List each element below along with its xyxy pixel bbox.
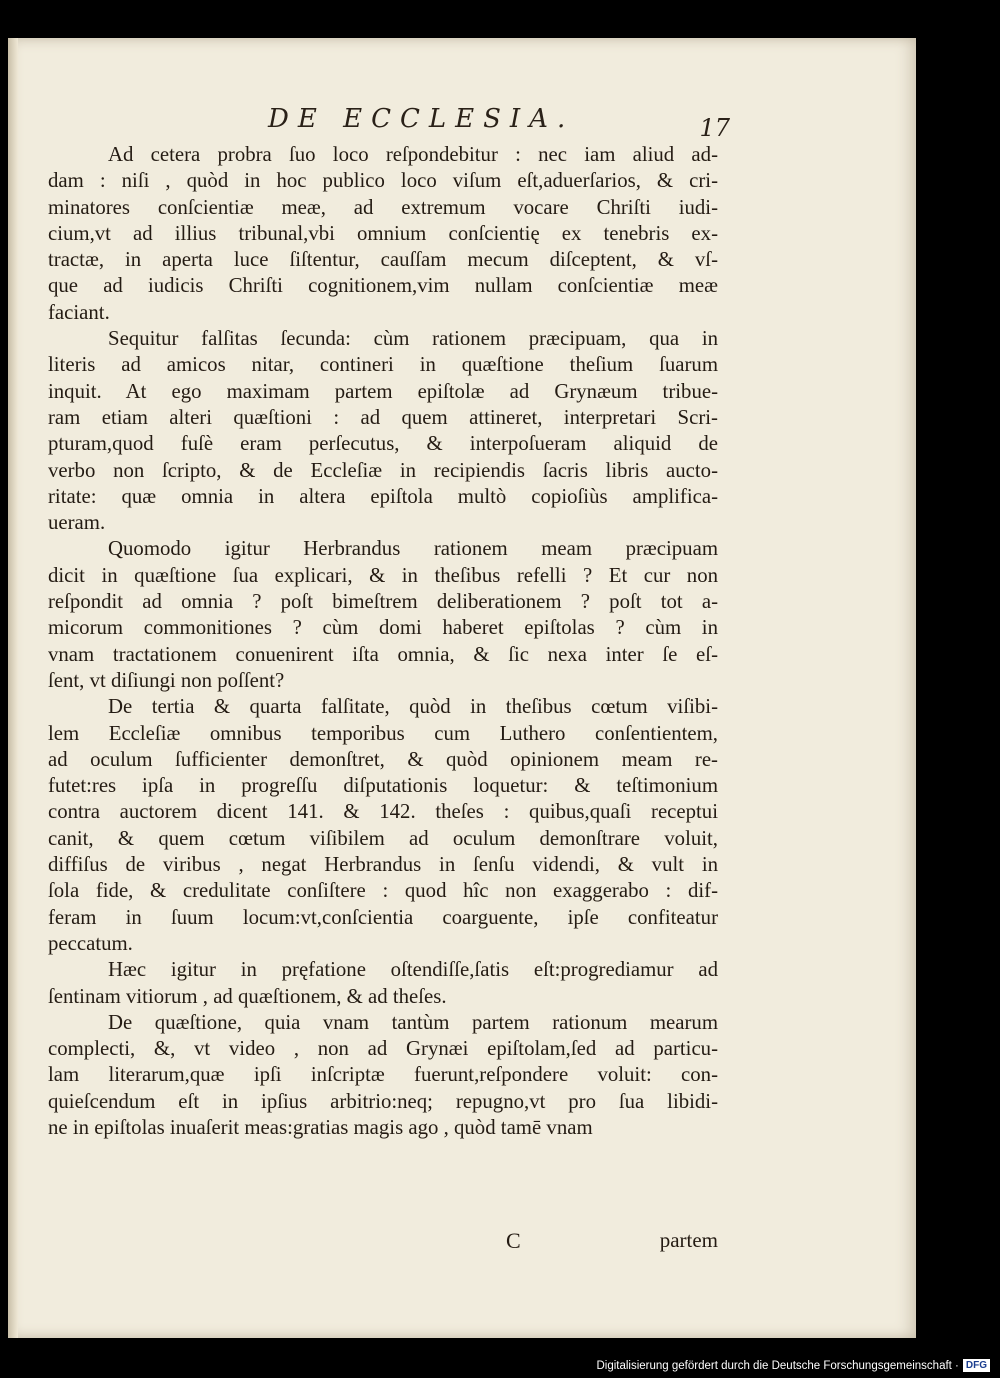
text-line: complecti, &, vt video , non ad Grynæi epiſtolam,ſed ad particu- [48,1037,718,1061]
text-line: Quomodo igitur Herbrandus rationem meam præcipuam [108,537,718,561]
dfg-logo: DFG [963,1359,990,1372]
digitization-credit [596,1359,990,1372]
text-line: dam : niſi , quòd in hoc publico loco viſum eſt,aduerſarios, & cri- [48,169,718,193]
paragraph [48,142,718,326]
running-head: DE ECCLESIA. [268,104,575,134]
text-line: ram etiam alteri quæſtioni : ad quem attineret, interpretari Scri- [48,405,718,429]
text-line: Hæc igitur in pręfatione oſtendiſſe,ſatis eſt:progrediamur ad [108,958,718,982]
text-line: contra auctorem dicent 141. & 142. theſes : quibus,quaſi receptui [48,800,718,824]
text-line: ſent, vt diſiungi non poſſent? [48,668,285,692]
text-line: diffiſus de viribus , negat Herbrandus in ſenſu videndi, & vult in [48,853,718,877]
text-line: ſentinam vitiorum , ad quæſtionem, & ad theſes. [48,984,447,1008]
text-line: literis ad amicos nitar, contineri in quæſtione theſium ſuarum [48,353,718,377]
text-line: ritate: quæ omnia in altera epiſtola multò copioſiùs amplifica- [48,484,718,508]
text-line: reſpondit ad omnia ? poſt bimeſtrem deliberationem ? poſt tot a- [48,590,718,614]
text-line: feram in ſuum locum:vt,conſcientia coarguente, ipſe confiteatur [48,905,718,929]
text-line: ſola fide, & credulitate conſiſtere : quod hîc non exaggerabo : dif- [48,879,718,903]
text-line: que ad iudicis Chriſti cognitionem,vim nullam conſcientiæ meæ [48,274,718,298]
text-line: vnam tractationem conuenirent iſta omnia, & ſic nexa inter ſe eſ- [48,642,718,666]
text-line: lam literarum,quæ ipſi inſcriptæ fuerunt,reſpondere voluit: con- [48,1063,718,1087]
book-page [8,38,916,1338]
text-line: De tertia & quarta falſitate, quòd in theſibus cœtum viſibi- [108,695,718,719]
text-line: quieſcendum eſt in ipſius arbitrio:neq; repugno,vt pro ſua libidi- [48,1089,718,1113]
catchword: partem [659,1228,718,1252]
paragraph [48,326,718,536]
signature-mark: C [506,1228,521,1253]
text-line: peccatum. [48,931,133,955]
text-line: minatores conſcientiæ meæ, ad extremum vocare Chriſti iudi- [48,195,718,219]
paragraph [48,1010,718,1141]
paragraph [48,957,718,1010]
page-number: 17 [699,114,730,142]
text-line: cium,vt ad illius tribunal,vbi omnium conſcientię ex tenebris ex- [48,221,718,245]
text-line: De quæſtione, quia vnam tantùm partem rationum mearum [108,1010,718,1034]
text-line: ad oculum ſufficienter demonſtret, & quòd opinionem meam re- [48,747,718,771]
paragraph [48,694,718,957]
paragraph [48,536,718,694]
text-line: tractæ, in aperta luce ſiſtentur, cauſſam mecum diſceptent, & vſ- [48,248,718,272]
text-line: dicit in quæſtione ſua explicari, & in theſibus refelli ? Et cur non [48,563,718,587]
body-text [48,142,718,1141]
text-line: lem Eccleſiæ omnibus temporibus cum Luthero conſentientem, [48,721,718,745]
page-gutter-edge [8,38,18,1338]
text-line: verbo non ſcripto, & de Eccleſiæ in recipiendis ſacris libris aucto- [48,458,718,482]
text-line: pturam,quod fuſè eram perſecutus, & interpoſueram aliquid de [48,432,718,456]
credit-text: Digitalisierung gefördert durch die Deutsche Forschungsgemeinschaft · [596,1359,959,1372]
page-footer [48,1228,718,1258]
text-line: futet:res ipſa in progreſſu diſputationis loquetur: & teſtimonium [48,774,718,798]
text-line: canit, & quem cœtum viſibilem ad oculum demonſtrare voluit, [48,826,718,850]
text-line: ne in epiſtolas inuaſerit meas:gratias magis ago , quòd tamē vnam [48,1115,593,1139]
text-line: ueram. [48,511,106,535]
text-line: Sequitur falſitas ſecunda: cùm rationem præcipuam, qua in [108,327,718,351]
text-line: micorum commonitiones ? cùm domi haberet epiſtolas ? cùm in [48,616,718,640]
text-line: inquit. At ego maximam partem epiſtolæ ad Grynæum tribue- [48,379,718,403]
text-line: Ad cetera probra ſuo loco reſpondebitur : nec iam aliud ad- [108,143,718,166]
text-line: faciant. [48,300,110,324]
